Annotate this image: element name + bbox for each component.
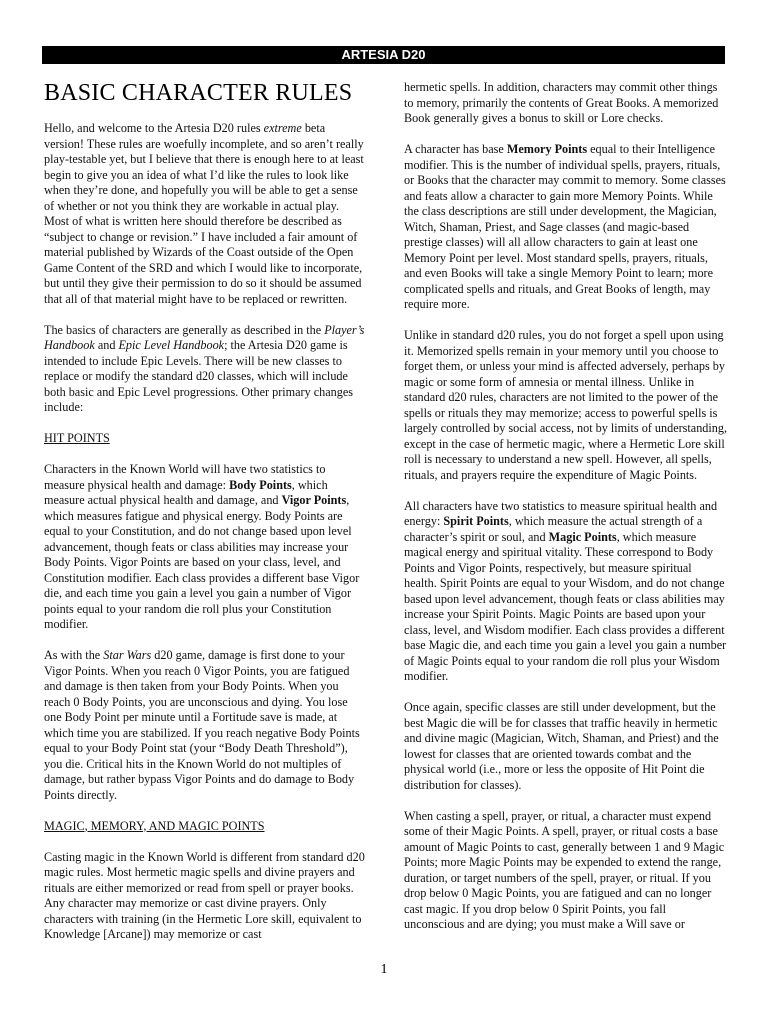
text-run: , which measure actual physical health and damage, and	[44, 477, 328, 507]
book-title: Player’s Handbook	[44, 322, 365, 352]
text-run: The basics of characters are generally as described in the	[44, 322, 325, 337]
memory-points-paragraph	[404, 142, 727, 313]
text-run: Characters in the Known World will have two statistics to measure physical health and damage:	[44, 462, 326, 492]
magic-paragraph: Casting magic in the Known World is different from standard d20 magic rules. Most hermetic magic spells and divine prayers and rituals are either memorized or read from spell or prayer books. Any character may memorize or cast divine prayers. Only characters with training (in the Hermetic Lore skill, equivalent to Knowledge [Arcane]) may memorize or cast	[44, 849, 365, 941]
text-run: and	[94, 338, 119, 352]
intro-paragraph	[44, 121, 367, 307]
game-title: Star Wars	[103, 648, 152, 662]
text-run: , which measure the actual strength of a character’s spirit or soul, and	[404, 514, 703, 544]
hit-points-paragraph	[44, 462, 367, 633]
spirit-paragraph	[404, 499, 727, 685]
damage-paragraph	[44, 648, 367, 803]
emphasis-text: extreme	[263, 121, 302, 135]
text-run: Hello, and welcome to the Artesia D20 rules	[44, 121, 264, 135]
term-memory-points: Memory Points	[506, 142, 588, 156]
text-run: As with the	[44, 648, 104, 662]
section-heading-hit-points: HIT POINTS	[44, 431, 110, 445]
basics-paragraph	[44, 323, 367, 416]
left-column	[44, 80, 367, 958]
text-run: All characters have two statistics to measure spiritual health and energy:	[404, 498, 718, 528]
term-vigor-points: Vigor Points	[281, 493, 347, 507]
right-column	[404, 80, 727, 948]
text-run: , which measure magical energy and spiritual vitality. These correspond to Body Points and Vigor Points, respectively, but measure spiritual health. Spirit Points are equal to your Wisdom, and do not change based upon level advancement, though feats or class abilities may increase your Spirit Points. Magic Points are based upon your class, level, and Wisdom modifier. Each class provides a different base Magic die, and each time you gain a level you gain a number of Magic Points equal to your random die roll plus your Wisdom modifier.	[404, 529, 727, 683]
text-run: ; the Artesia D20 game is intended to include Epic Levels. There will be new classes to replace or modify the standard d20 classes, which will include both basic and Epic Level progressions. Other primary changes include:	[44, 338, 353, 414]
header-banner: ARTESIA D20	[42, 46, 725, 64]
page-title: BASIC CHARACTER RULES	[44, 80, 353, 106]
memory-intro-paragraph: hermetic spells. In addition, characters may commit other things to memory, primarily the contents of Great Books. A memorized Book generally gives a bonus to skill or Lore checks.	[404, 80, 719, 125]
text-run: A character has base	[404, 142, 507, 156]
page-number: 1	[380, 962, 388, 977]
section-heading-magic: MAGIC, MEMORY, AND MAGIC POINTS	[44, 818, 265, 833]
forgetting-paragraph: Unlike in standard d20 rules, you do not forget a spell upon using it. Memorized spells remain in your memory until you choose to forget them, or unless your mind is affected adversely, perhaps by magic or some form of amnesia or mental illness. Unlike in standard d20 rules, characters are not limited to the power of the spells or rituals they may memorize; access to powerful spells is largely controlled by social access, not by limits of understanding, except in the case of hermetic magic, where a Hermetic Lore skill roll is necessary to understand a new spell. However, all spells, rituals, and prayers require the expenditure of Magic Points.	[404, 328, 728, 482]
term-magic-points: Magic Points	[548, 529, 617, 544]
term-body-points: Body Points	[229, 477, 292, 492]
book-title: Epic Level Handbook	[118, 338, 225, 352]
casting-paragraph: When casting a spell, prayer, or ritual, a character must expend some of their Magic Points. A spell, prayer, or ritual costs a base amount of Magic Points to cast, generally between 1 and 9 Magic Points; more Magic Points may be expended to extend the range, duration, or target numbers of the spell, prayer, or ritual. If you drop below 0 Magic Points, you are fatigued and can no longer cast magic. If you drop below 0 Spirit Points, you fall unconscious and are dying; you must make a Will save or	[404, 808, 725, 931]
text-run: , which measures fatigue and physical energy. Body Points are equal to your Constitution, and do not change based upon level advancement, though feats or class abilities may increase your Body Points. Vigor Points are based on your class, level, and Constitution modifier. Each class provides a different base Vigor die, and each time you gain a level you gain a number of Vigor points equal to your random die roll plus your Constitution modifier.	[44, 493, 360, 631]
text-run: beta version! These rules are woefully incomplete, and so aren’t really play-testable yet, but I believe that there is enough here to at least begin to give you an idea of what I’d like the rules to look like when they’re done, and hopefully you will be able to get a sense of whether or not you think they are workable in actual play. Most of what is written here should therefore be described as “subject to change or revision.” I have included a fair amount of material published by Wizards of the Coast outside of the Open Game Content of the SRD and which I would like to incorporate, but until they give their permission to do so it should be assumed that all of that material might have to be replaced or rewritten.	[44, 121, 364, 306]
text-run: equal to their Intelligence modifier. This is the number of individual spells, prayers, rituals, or Books that the character may commit to memory. Some classes and feats allow a character to gain more Memory Points. While the class descriptions are still under development, the Magician, Witch, Shaman, Priest, and Sage classes (and magic-based prestige classes) will all allow characters to gain at least one Memory Point per level. Most standard spells, prayers, rituals, and even Books will take a single Memory Point to learn; more complicated spells and rituals, and Great Books of length, may require more.	[404, 142, 726, 311]
text-run: d20 game, damage is first done to your Vigor Points. When you reach 0 Vigor Points, you are fatigued and damage is then taken from your Body Points. When you reach 0 Body Points, you are unconscious and dying. You lose one Body Point per minute until a Fortitude save is made, at which time you are stabilized. If you reach negative Body Points equal to your Body Point stat (your “Body Death Threshold”), you die. Critical hits in the Known World do not multiples of damage, but rather bypass Vigor Points and do damage to Body Points directly.	[44, 648, 360, 802]
term-spirit-points: Spirit Points	[443, 514, 509, 528]
magic-die-paragraph: Once again, specific classes are still under development, but the best Magic die will be for classes that traffic heavily in hermetic and divine magic (Magician, Witch, Shaman, and Priest) and the lowest for classes that are oriented towards combat and the physical world (i.e., more or less the opposite of Hit Point die distribution for classes).	[404, 700, 719, 792]
